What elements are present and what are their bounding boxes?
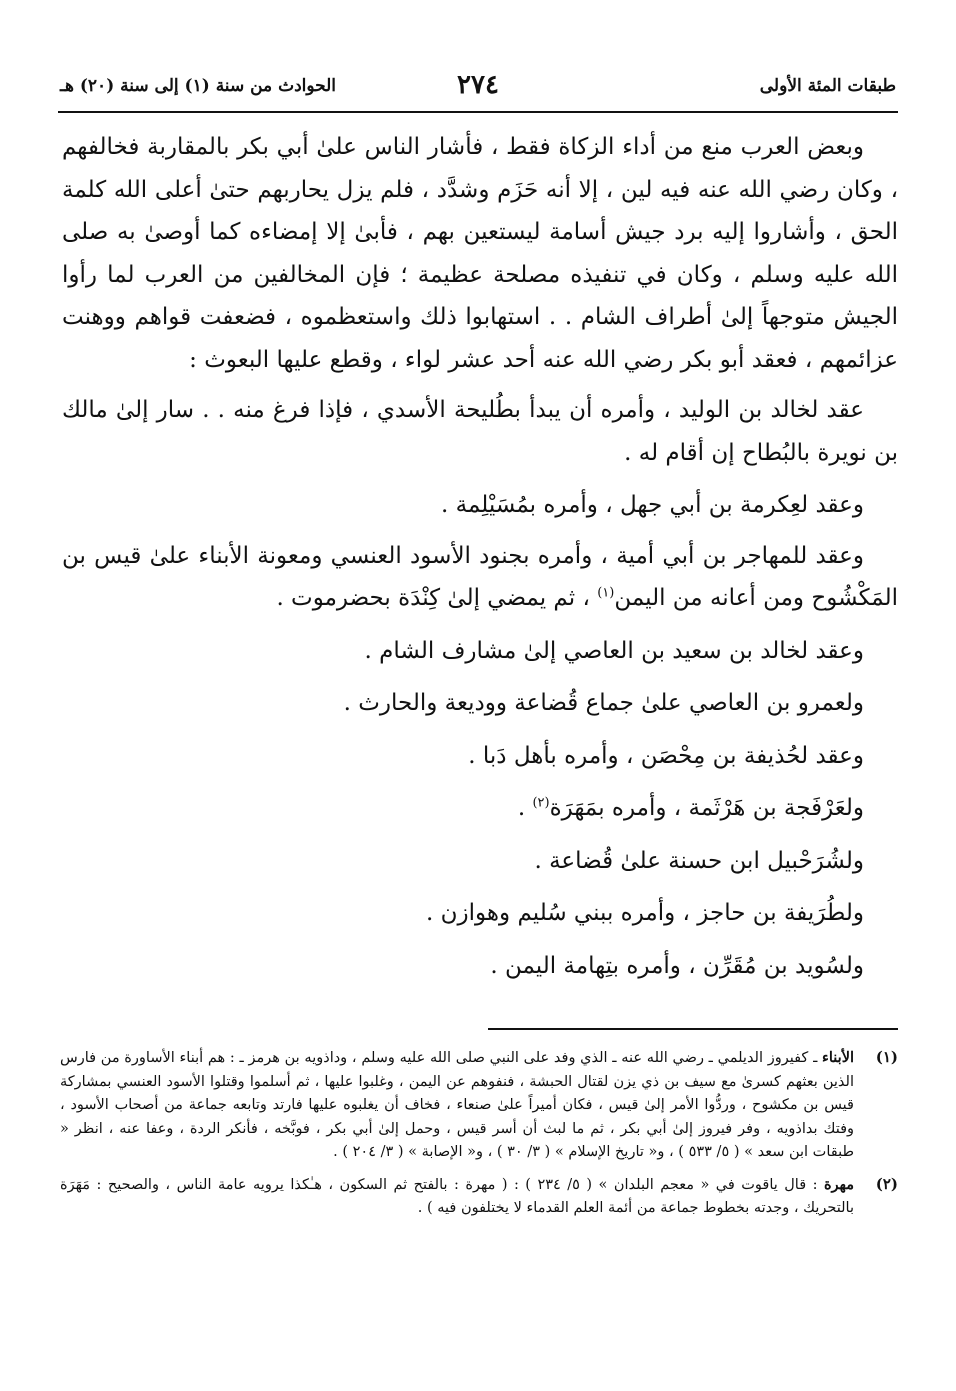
line-arfaja: [62, 787, 898, 830]
line-turayfa: ولطُرَيفة بن حاجز ، وأمره ببني سُليم وهوازن .: [426, 900, 864, 926]
footnote-lead: مهرة: [823, 1175, 854, 1193]
footnote-1: [60, 1046, 898, 1165]
footnote-ref-1[interactable]: (١): [597, 585, 615, 601]
paragraph-intro: وبعض العرب منع من أداء الزكاة فقط ، فأشار الناس علىٰ أبي بكر بالمقاربة فخالفهم ، وكان رضي الله عنه فيه لين ، إلا أنه حَزَم وشدَّد ، فلم يزل يحاربهم حتىٰ أعلى الله كلمة الحق ، وأشاروا إليه برد جيش أسامة ليستعين بهم ، فأبىٰ إلا إمضاءه كما أوصىٰ به صلى الله عليه وسلم ، وكان في تنفيذه مصلحة عظيمة ؛ فإن المخالفين من العرب لما رأوا الجيش متوجهاً إلىٰ أطراف الشام . . استهابوا ذلك واستعظموه ، فضعفت قواهم ووهنت عزائمهم ، فعقد أبو بكر رضي الله عنه أحد عشر لواء ، وقطع عليها البعوث :: [62, 134, 898, 373]
line-hudhayfa: وعقد لحُذيفة بن مِحْصَن ، وأمره بأهل دَبا .: [468, 742, 864, 769]
footnote-2: [60, 1173, 898, 1221]
footnote-lead: الأبناء: [822, 1049, 854, 1066]
header-divider: [58, 111, 898, 113]
arfaja-text-end: .: [517, 795, 533, 821]
paragraph-muhajir: [62, 535, 898, 620]
section-title: الحوادث من سنة (١) إلى سنة (٢٠) هـ: [60, 76, 337, 96]
muhajir-text-end: ، ثم يمضي إلىٰ كِنْدَة بحضرموت .: [276, 585, 598, 611]
footnote-number: (٢): [875, 1174, 898, 1193]
line-suwayd: ولسُويد بن مُقَرِّن ، وأمره بتِهامة اليمن .: [490, 952, 864, 979]
footnote-text: ـ كفيروز الديلمي ـ رضي الله عنه ـ الذي وفد على النبي صلى الله عليه وسلم ، وداذويه بن هرمز ـ : هم أبناء الأساورة من فارس الذين بعثهم كسرىٰ مع سيف بن ذي يزن لقتال الحبشة ، فنفوهم عن اليمن ، وغلبوا عليها ، ثم أسلموا وقتلوا الأسود العنسي بمشاركة قيس بن مكشوح ، وردُّوا الأمر إلىٰ قيس ، فكان أميراً علىٰ صنعاء ، فخاف أن يغلبوه عليها فارتد وتابعه جماعة من أصحاب الأسود ، وفتك بداذويه ، وفر فيروز إلىٰ أبي بكر ، ثم ما لبث أن أسر قيس ، وحمل إلىٰ أبي بكر ، فوبَّخه ، فأنكر الردة ، وعفا عنه ، انظر « طبقات ابن سعد » ( ٥/ ٥٣٣ ) ، و« تاريخ الإسلام » ( ٣/ ٣٠ ) ، و« الإصابة » ( ٣/ ٢٠٤ ) .: [60, 1050, 854, 1160]
running-header: [60, 70, 896, 106]
book-title: طبقات المئة الأولى: [759, 76, 896, 96]
footnote-number: (١): [875, 1048, 898, 1066]
line-shurahbil: ولشُرَحْبيل ابن حسنة علىٰ قُضاعة .: [534, 847, 864, 874]
muhajir-text: وعقد للمهاجر بن أبي أمية ، وأمره بجنود الأسود العنسي ومعونة الأبناء علىٰ قيس بن المَكْشُوح ومن أعانه من اليمن: [62, 542, 898, 611]
line-khalid-ibn-said: وعقد لخالد بن سعيد بن العاصي إلىٰ مشارف الشام .: [364, 637, 864, 664]
footnote-text: : قال ياقوت في « معجم البلدان » ( ٥/ ٢٣٤ ) : ( مهرة : بالفتح ثم السكون ، هـٰكذا يرويه عامة الناس ، والصحيح : مَهَرَة بالتحريك ، وجدته بخطوط جماعة من أئمة العلم القدماء لا يختلفون فيه ) .: [60, 1176, 854, 1216]
footnote-divider: [488, 1028, 898, 1030]
line-ikrima: وعقد لعِكرمة بن أبي جهل ، وأمره بمُسَيْلِمة .: [441, 492, 864, 518]
line-amr: ولعمرو بن العاصي علىٰ جماع قُضاعة ووديعة والحارث .: [343, 690, 864, 716]
page-number: ٢٧٤: [457, 70, 499, 100]
footnote-ref-2[interactable]: (٢): [532, 795, 550, 811]
paragraph-khalid: عقد لخالد بن الوليد ، وأمره أن يبدأ بطُليحة الأسدي ، فإذا فرغ منه . . سار إلىٰ مالك بن نويرة بالبُطاح إن أقام له .: [62, 397, 898, 466]
arfaja-text: ولعَرْفَجة بن هَرْثَمة ، وأمره بمَهَرَة: [549, 795, 864, 821]
footnotes: [60, 1046, 898, 1229]
main-text: [62, 126, 898, 987]
